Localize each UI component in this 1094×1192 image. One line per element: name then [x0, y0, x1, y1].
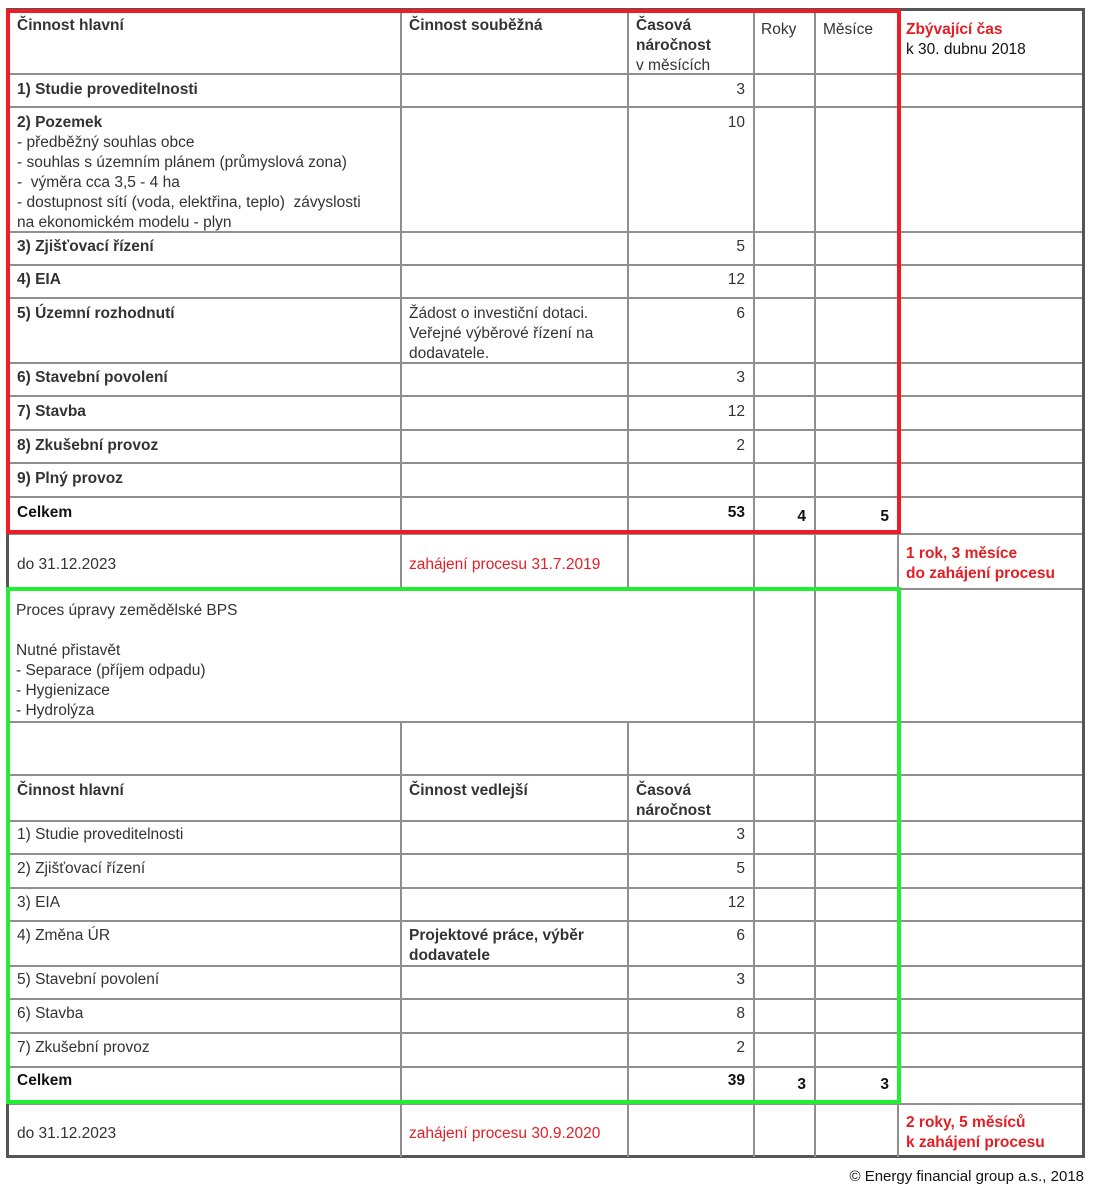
s1-detail: - dostupnost sítí (voda, elektřina, teplo) závyslosti [17, 194, 361, 211]
header-remaining-l2: k 30. dubnu 2018 [906, 41, 1026, 58]
header-time-l3: v měsících [636, 57, 711, 74]
s1-remaining-l1: 1 rok, 3 měsíce [906, 545, 1018, 562]
s1-detail: - výměra cca 3,5 - 4 ha [17, 174, 180, 191]
header-main: Činnost hlavní [17, 17, 124, 34]
s1-row-months: 10 [727, 114, 745, 131]
s1-row-months: 6 [736, 305, 745, 322]
s2-total-months-rem: 3 [880, 1076, 889, 1093]
s1-detail: - předběžný souhlas obce [17, 134, 195, 151]
s2-total-years: 3 [797, 1076, 806, 1093]
s1-row-name: 2) Pozemek [17, 114, 103, 131]
s2-row-name: 3) EIA [17, 894, 61, 911]
green-highlight-box [6, 587, 901, 1104]
s1-row-months: 12 [727, 271, 745, 288]
header-years: Roky [761, 21, 797, 38]
s2-row-months: 3 [736, 826, 745, 843]
s2-deadline-remaining [898, 1111, 1082, 1155]
s1-remaining-l2: do zahájení procesu [906, 565, 1056, 582]
s1-detail: - souhlas s územním plánem (průmyslová zona) [17, 154, 347, 171]
s2-row-months: 2 [736, 1039, 745, 1056]
header-months: Měsíce [823, 21, 873, 38]
s2-remaining-l1: 2 roky, 5 měsíců [906, 1114, 1026, 1131]
s1-row-months: 2 [736, 437, 745, 454]
s2-side-line: dodavatele [409, 947, 490, 964]
s2-total-months: 39 [727, 1072, 745, 1089]
s1-total-months-rem: 5 [880, 508, 889, 525]
s2-intro-line: - Hygienizace [16, 682, 110, 699]
s2-row-months: 5 [736, 860, 745, 877]
header-time-l2: náročnost [636, 37, 711, 54]
s1-total-years: 4 [797, 508, 806, 525]
s1-row-name: 5) Územní rozhodnutí [17, 305, 175, 322]
s1-detail: na ekonomickém modelu - plyn [17, 214, 232, 231]
s1-parallel-line: Žádost o investiční dotaci. [409, 305, 589, 322]
s1-row-months: 5 [736, 238, 745, 255]
s1-row-months: 3 [736, 369, 745, 386]
s1-parallel-line: Veřejné výběrové řízení na [409, 325, 594, 342]
s2-total-label: Celkem [17, 1072, 73, 1089]
s2-remaining-l2: k zahájení procesu [906, 1134, 1045, 1151]
s2-header-side: Činnost vedlejší [409, 782, 528, 799]
s2-row-months: 6 [736, 927, 745, 944]
s1-row-name: 9) Plný provoz [17, 470, 123, 487]
header-remaining-l1: Zbývající čas [906, 21, 1003, 38]
s1-row-months: 12 [727, 403, 745, 420]
s1-parallel-line: dodavatele. [409, 345, 490, 362]
s2-row-name: 2) Zjišťovací řízení [17, 860, 146, 877]
s1-total-months: 53 [727, 504, 745, 521]
s1-deadline-date: do 31.12.2023 [17, 556, 117, 573]
s1-row-name: 3) Zjišťovací řízení [17, 238, 154, 255]
s1-row-name: 1) Studie proveditelnosti [17, 81, 198, 98]
s2-row-name: 5) Stavební povolení [17, 971, 160, 988]
header-remaining [898, 18, 1082, 62]
s2-row-months: 3 [736, 971, 745, 988]
s2-row-months: 8 [736, 1005, 745, 1022]
s2-row-name: 1) Studie proveditelnosti [17, 826, 184, 843]
s2-intro-line: Proces úpravy zemědělské BPS [16, 602, 238, 619]
s2-deadline-start: zahájení procesu 30.9.2020 [409, 1125, 601, 1142]
s2-header-main: Činnost hlavní [17, 782, 124, 799]
s2-header-time-l1: Časová [636, 782, 692, 799]
s2-header-time-l2: náročnost [636, 802, 711, 819]
s1-row-name: 4) EIA [17, 271, 61, 288]
s2-row-months: 12 [727, 894, 745, 911]
s1-row-name: 7) Stavba [17, 403, 86, 420]
s2-row-name: 4) Změna ÚR [17, 927, 111, 944]
s1-row-name: 6) Stavební povolení [17, 369, 168, 386]
red-highlight-box [6, 9, 901, 534]
s2-side-line: Projektové práce, výběr [409, 927, 584, 944]
s2-row-name: 6) Stavba [17, 1005, 84, 1022]
s2-deadline-date: do 31.12.2023 [17, 1125, 117, 1142]
s1-deadline-start: zahájení procesu 31.7.2019 [409, 556, 601, 573]
s2-intro-line: - Separace (příjem odpadu) [16, 662, 206, 679]
s2-intro-line: - Hydrolýza [16, 702, 95, 719]
s1-total-label: Celkem [17, 504, 73, 521]
copyright: © Energy financial group a.s., 2018 [849, 1168, 1084, 1185]
s2-intro-line: Nutné přistavět [16, 642, 121, 659]
s1-row-name: 8) Zkušební provoz [17, 437, 159, 454]
s1-deadline-remaining [898, 542, 1082, 586]
s1-row-months: 3 [736, 81, 745, 98]
s2-row-name: 7) Zkušební provoz [17, 1039, 150, 1056]
header-time-l1: Časová [636, 17, 692, 34]
header-parallel: Činnost souběžná [409, 17, 543, 34]
